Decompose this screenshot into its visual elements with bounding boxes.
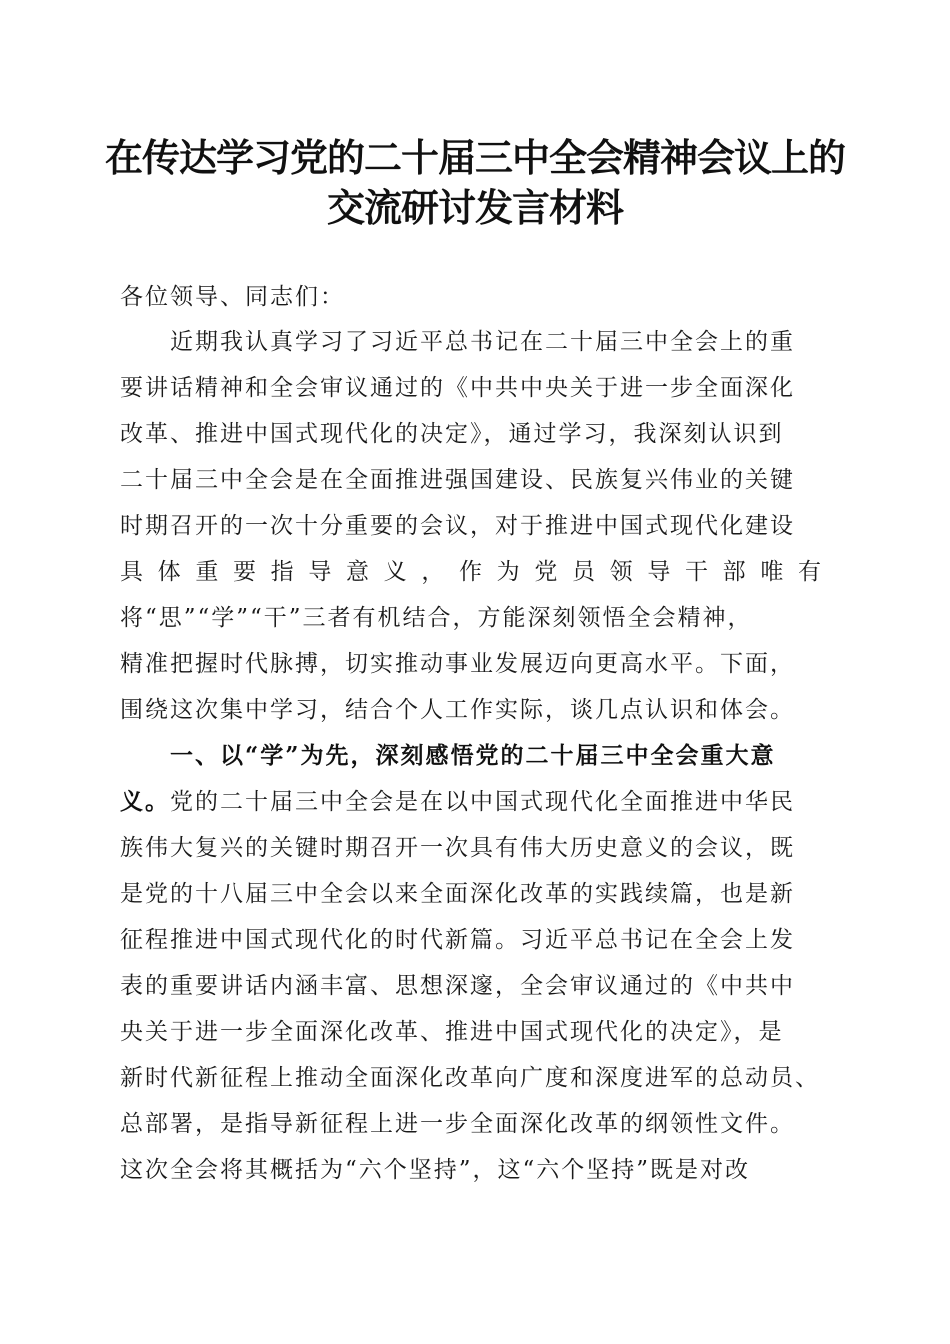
section-1-body-line: 是党的十八届三中全会以来全面深化改革的实践续篇，也是新 [120, 881, 795, 907]
section-1-line-2 [120, 787, 823, 817]
intro-paragraph-line: 精准把握时代脉搏，切实推动事业发展迈向更高水平。下面， [120, 651, 795, 677]
document-title-line-2: 交流研讨发言材料 [326, 185, 623, 230]
intro-paragraph-line: 二十届三中全会是在全面推进强国建设、民族复兴伟业的关键 [120, 467, 795, 493]
intro-paragraph-line: 围绕这次集中学习，结合个人工作实际，谈几点认识和体会。 [120, 697, 795, 723]
intro-paragraph-line: 近期我认真学习了习近平总书记在二十届三中全会上的重 [170, 329, 795, 355]
section-1-body-line: 族伟大复兴的关键时期召开一次具有伟大历史意义的会议，既 [120, 835, 795, 861]
intro-paragraph-line: 具体重要指导意义，作为党员领导干部唯有 [120, 559, 823, 585]
section-1-body-line: 征程推进中国式现代化的时代新篇。习近平总书记在全会上发 [120, 927, 795, 953]
section-1-body-line: 总部署，是指导新征程上进一步全面深化改革的纲领性文件。 [120, 1111, 795, 1137]
intro-paragraph-line: 将“思”“学”“干”三者有机结合，方能深刻领悟全会精神， [120, 605, 753, 631]
section-1-body-line: 表的重要讲话内涵丰富、思想深邃，全会审议通过的《中共中 [120, 973, 795, 999]
salutation: 各位领导、同志们： [120, 284, 345, 310]
section-1-heading-tail: 义。 [120, 788, 170, 815]
section-1-heading: 一、以“学”为先，深刻感悟党的二十届三中全会重大意 [170, 742, 776, 769]
section-1-body-line: 新时代新征程上推动全面深化改革向广度和深度进军的总动员、 [120, 1065, 820, 1091]
section-1-body-text: 党的二十届三中全会是在以中国式现代化全面推进中华民 [170, 789, 795, 815]
intro-paragraph-line: 要讲话精神和全会审议通过的《中共中央关于进一步全面深化 [120, 375, 795, 401]
section-1-body-line: 这次全会将其概括为“六个坚持”，这“六个坚持”既是对改 [120, 1157, 751, 1183]
intro-paragraph-line: 时期召开的一次十分重要的会议，对于推进中国式现代化建设 [120, 513, 795, 539]
intro-paragraph-line: 改革、推进中国式现代化的决定》，通过学习，我深刻认识到 [120, 421, 784, 447]
section-1-body-line: 央关于进一步全面深化改革、推进中国式现代化的决定》，是 [120, 1019, 784, 1045]
document-title-line-1: 在传达学习党的二十届三中全会精神会议上的 [104, 135, 845, 180]
